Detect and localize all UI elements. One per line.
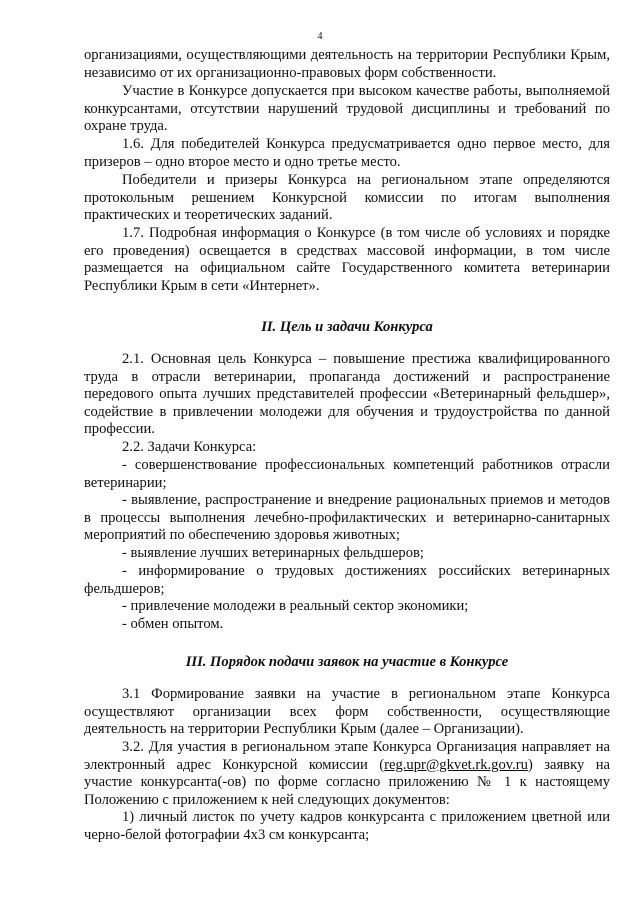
paragraph: Победители и призеры Конкурса на региональном этапе определяются протокольным решением Конкурсной комиссии по итогам выполнения практических и теоретических заданий. xyxy=(84,172,610,224)
list-item: - выявление, распространение и внедрение рациональных приемов и методов в процессы выполнения лечебно-профилактических и ветеринарно-санитарных мероприятий по обеспечению здоровья животных; xyxy=(84,492,610,544)
paragraph-text: 3.2. Для участия в региональном этапе Конкурса Организация направляет на электронный адрес Конкурсной комиссии ( xyxy=(84,739,610,773)
section-heading: II. Цель и задачи Конкурса xyxy=(261,319,433,335)
paragraph xyxy=(84,739,610,809)
paragraph-text: ) заявку на участие конкурсанта(-ов) по форме согласно приложению № 1 к настоящему Положению с приложением к ней следующих документов: xyxy=(84,756,610,808)
list-item: - привлечение молодежи в реальный сектор экономики; xyxy=(122,598,469,614)
paragraph: Участие в Конкурсе допускается при высоком качестве работы, выполняемой конкурсантами, отсутствии нарушений трудовой дисциплины и требований по охране труда. xyxy=(84,83,610,135)
list-item: - обмен опытом. xyxy=(122,616,224,632)
paragraph: 3.1 Формирование заявки на участие в региональном этапе Конкурса осуществляют организации всех форм собственности, осуществляющие деятельность на территории Республики Крым (далее – Организации). xyxy=(84,686,610,738)
list-item: 1) личный листок по учету кадров конкурсанта с приложением цветной или черно-белой фотографии 4х3 см конкурсанта; xyxy=(84,809,610,843)
section-heading: III. Порядок подачи заявок на участие в Конкурсе xyxy=(185,654,509,670)
list-item: - информирование о трудовых достижениях российских ветеринарных фельдшеров; xyxy=(84,563,610,597)
paragraph: 1.7. Подробная информация о Конкурсе (в том числе об условиях и порядке его проведения) освещается в средствах массовой информации, в том числе размещается на официальном сайте Государственного комитета ветеринарии Республики Крым в сети «Интернет». xyxy=(84,225,610,294)
list-item: - выявление лучших ветеринарных фельдшеров; xyxy=(122,545,424,561)
page-number: 4 xyxy=(317,31,323,42)
paragraph: 1.6. Для победителей Конкурса предусматривается одно первое место, для призеров – одно второе место и одно третье место. xyxy=(84,136,610,170)
email-link[interactable]: reg.upr@gkvet.rk.gov.ru xyxy=(384,756,528,773)
paragraph: 2.2. Задачи Конкурса: xyxy=(122,439,257,455)
paragraph: 2.1. Основная цель Конкурса – повышение престижа квалифицированного труда в отрасли ветеринарии, пропаганда достижений и распространение передового опыта лучших представителей профессии «Ветеринарный фельдшер», содействие в привлечении молодежи для обучения и трудоустройства по данной профессии. xyxy=(84,351,610,438)
list-item: - совершенствование профессиональных компетенций работников отрасли ветеринарии; xyxy=(84,457,610,491)
paragraph: организациями, осуществляющими деятельность на территории Республики Крым, независимо от их организационно-правовых форм собственности. xyxy=(84,47,610,81)
